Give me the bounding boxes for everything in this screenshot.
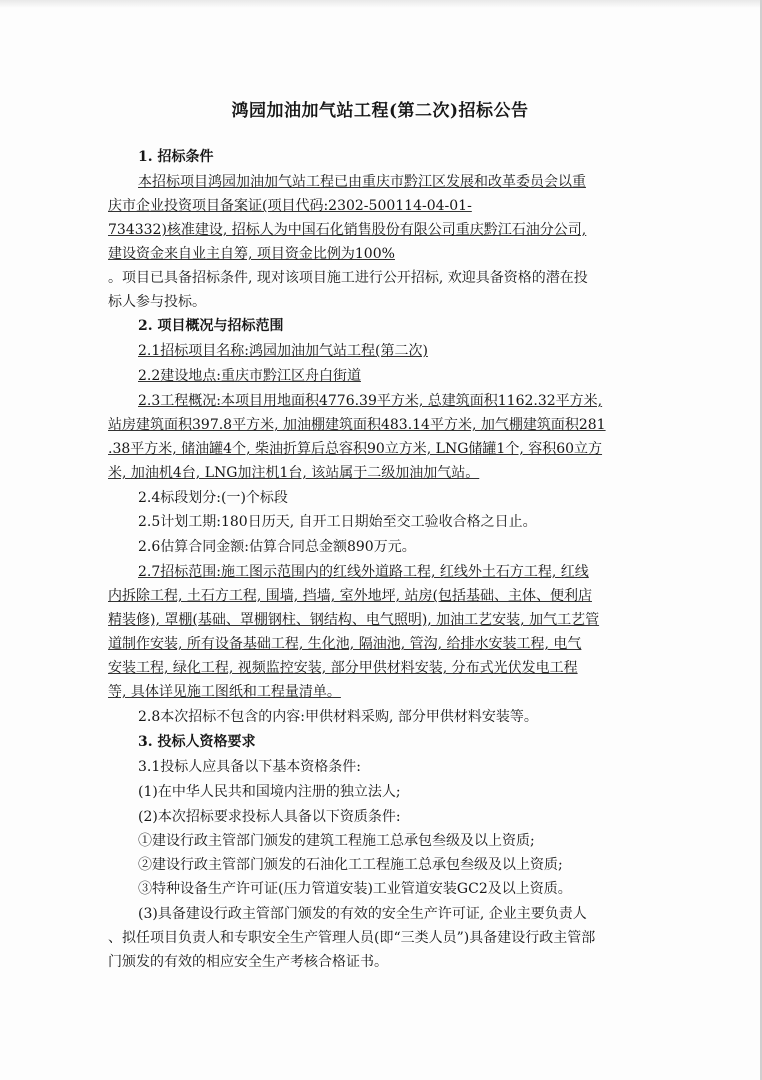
paragraph-line: 门颁发的有效的相应安全生产考核合格证书。 <box>108 954 388 970</box>
paragraph-line: 标人参与投标。 <box>108 294 206 310</box>
paragraph-line: 734332)核准建设, 招标人为中国石化销售股份有限公司重庆黔江石油分公司, <box>108 222 587 238</box>
paragraph-line: 庆市企业投资项目备案证(项目代码:2302-500114-04-01- <box>108 198 472 214</box>
paragraph-line: 2.4标段划分:(一)个标段 <box>138 490 288 506</box>
paragraph-line: 2.7招标范围:施工图示范围内的红线外道路工程, 红线外土石方工程, 红线 <box>138 564 589 580</box>
paragraph-line: 本招标项目鸿园加油加气站工程已由重庆市黔江区发展和改革委员会以重 <box>138 174 586 190</box>
paragraph-line: 精装修), 罩棚(基础、罩棚钢柱、钢结构、电气照明), 加油工艺安装, 加气工艺管 <box>108 612 600 628</box>
paragraph-line: (1)在中华人民共和国境内注册的独立法人; <box>138 784 401 800</box>
paragraph-line: 站房建筑面积397.8平方米, 加油棚建筑面积483.14平方米, 加气棚建筑面积281 <box>108 417 606 433</box>
paragraph-line: 内拆除工程, 土石方工程, 围墙, 挡墙, 室外地坪, 站房(包括基础、主体、便利店 <box>108 588 592 604</box>
section-heading-3: 3. 投标人资格要求 <box>138 734 256 750</box>
paragraph-line: 、拟任项目负责人和专职安全生产管理人员(即“三类人员”)具备建设行政主管部 <box>108 930 596 946</box>
paragraph-line: 2.1招标项目名称:鸿园加油加气站工程(第二次) <box>138 343 428 359</box>
paragraph-line: 3.1投标人应具备以下基本资格条件: <box>138 759 361 775</box>
paragraph-line: 2.8本次招标不包含的内容:甲供材料采购, 部分甲供材料安装等。 <box>138 709 538 725</box>
paragraph-line: (2)本次招标要求投标人具备以下资质条件: <box>138 809 401 825</box>
section-heading-2: 2. 项目概况与招标范围 <box>138 318 284 334</box>
paragraph-line: 2.5计划工期:180日历天, 自开工日期始至交工验收合格之日止。 <box>138 514 537 530</box>
paragraph-line: .38平方米, 储油罐4个, 柴油折算后总容积90立方米, LNG储罐1个, 容积60立方 <box>108 441 603 457</box>
document-title: 鸿园加油加气站工程(第二次)招标公告 <box>231 101 529 121</box>
paragraph-line: ①建设行政主管部门颁发的建筑工程施工总承包叁级及以上资质; <box>138 833 535 849</box>
paragraph-line: 米, 加油机4台, LNG加注机1台, 该站属于二级加油加气站。 <box>108 465 480 481</box>
paragraph-line: 等, 具体详见施工图纸和工程量清单。 <box>108 684 341 700</box>
paragraph-line: 2.3工程概况:本项目用地面积4776.39平方米, 总建筑面积1162.32平方米, <box>138 393 603 409</box>
scan-edge <box>0 0 760 8</box>
paragraph-line: 2.6估算合同金额:估算合同总金额890万元。 <box>138 539 416 555</box>
paragraph-line: 。项目已具备招标条件, 现对该项目施工进行公开招标, 欢迎具备资格的潜在投 <box>108 270 588 286</box>
paragraph-line: 2.2建设地点:重庆市黔江区舟白街道 <box>138 368 361 384</box>
paragraph-line: 道制作安装, 所有设备基础工程, 生化池, 隔油池, 管沟, 给排水安装工程, 电气 <box>108 636 582 652</box>
paragraph-line: ③特种设备生产许可证(压力管道安装)工业管道安装GC2及以上资质。 <box>138 881 572 897</box>
paragraph-line: 建设资金来自业主自筹, 项目资金比例为100% <box>108 246 395 262</box>
paragraph-line: 安装工程, 绿化工程, 视频监控安装, 部分甲供材料安装, 分布式光伏发电工程 <box>108 660 578 676</box>
section-heading-1: 1. 招标条件 <box>138 149 214 165</box>
paragraph-line: (3)具备建设行政主管部门颁发的有效的安全生产许可证, 企业主要负责人 <box>138 906 587 922</box>
paragraph-line: ②建设行政主管部门颁发的石油化工工程施工总承包叁级及以上资质; <box>138 857 563 873</box>
